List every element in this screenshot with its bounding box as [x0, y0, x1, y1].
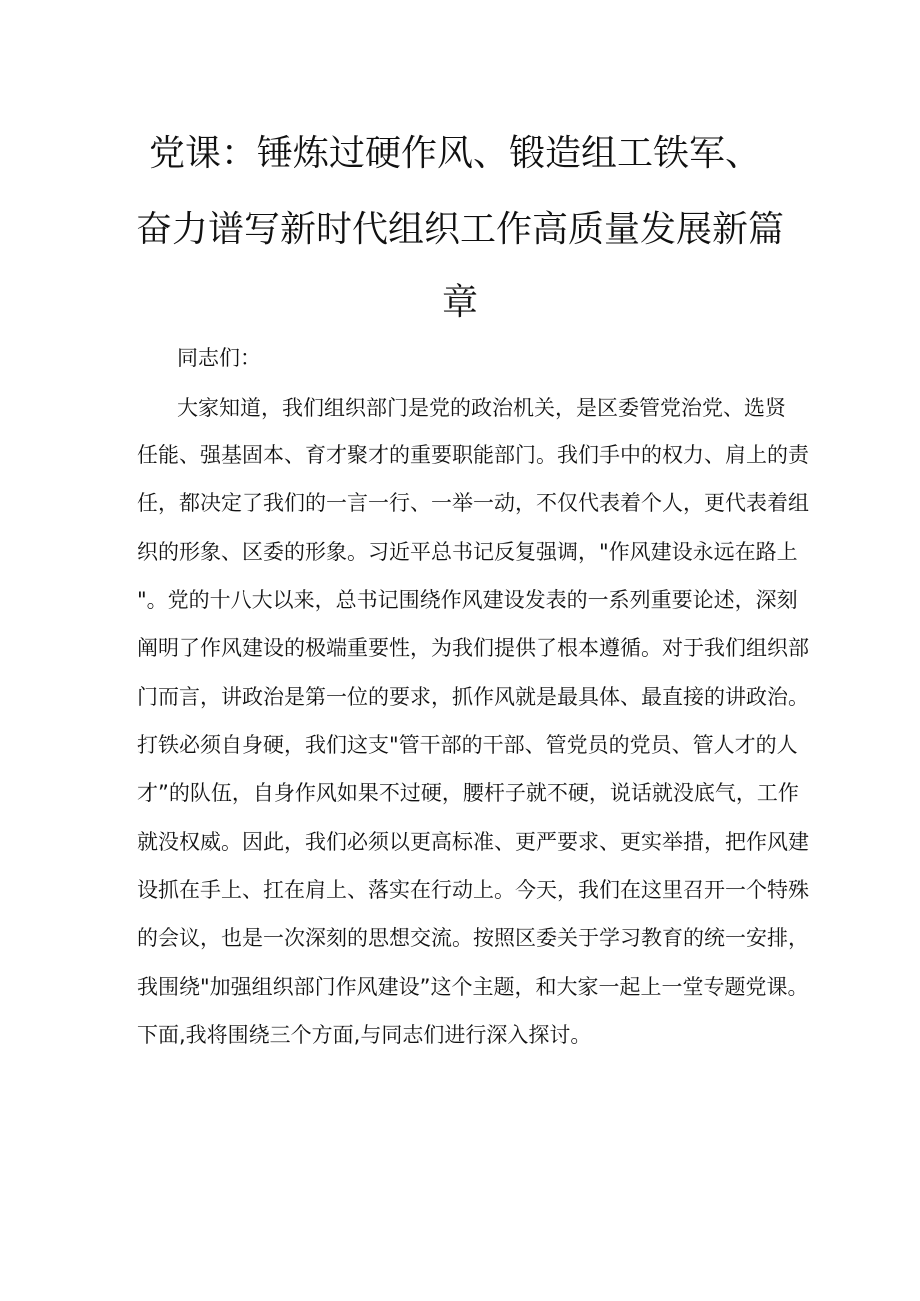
body-line-7: 门而言，讲政治是第一位的要求，抓作风就是最具体、最直接的讲政治。	[137, 685, 809, 709]
body-line-10: 就没权威。因此，我们必须以更高标准、更严要求、更实举措，把作风建	[137, 830, 809, 854]
body-line-6: 阐明了作风建设的极端重要性，为我们提供了根本遵循。对于我们组织部	[137, 636, 809, 660]
title-line-1: 党课：锤炼过硬作风、锻造组工铁军、	[148, 133, 761, 174]
body-line-8: 打铁必须自身硬，我们这支"管干部的干部、管党员的党员、管人才的人	[137, 733, 798, 757]
body-line-1: 大家知道，我们组织部门是党的政治机关，是区委管党治党、选贤	[177, 396, 786, 420]
salutation: 同志们：	[177, 346, 261, 370]
title-line-2: 奋力谱写新时代组织工作高质量发展新篇	[135, 209, 784, 250]
title-line-3: 章	[441, 282, 478, 323]
body-line-3: 任，都决定了我们的一言一行、一举一动，不仅代表着个人，更代表着组	[137, 491, 809, 515]
body-line-4: 织的形象、区委的形象。习近平总书记反复强调，"作风建设永远在路上	[137, 540, 798, 564]
body-line-13: 我围绕"加强组织部门作风建设”这个主题，和大家一起上一堂专题党课。	[137, 975, 809, 999]
body-line-5: "。党的十八大以来，总书记围绕作风建设发表的一系列重要论述，深刻	[137, 588, 798, 612]
body-line-11: 设抓在手上、扛在肩上、落实在行动上。今天，我们在这里召开一个特殊	[137, 878, 809, 902]
body-line-14: 下面,我将围绕三个方面,与同志们进行深入探讨。	[137, 1023, 592, 1047]
body-line-9: 才”的队伍，自身作风如果不过硬，腰杆子就不硬，说话就没底气，工作	[137, 781, 799, 805]
body-line-2: 任能、强基固本、育才聚才的重要职能部门。我们手中的权力、肩上的责	[137, 443, 809, 467]
body-line-12: 的会议，也是一次深刻的思想交流。按照区委关于学习教育的统一安排，	[137, 926, 809, 950]
